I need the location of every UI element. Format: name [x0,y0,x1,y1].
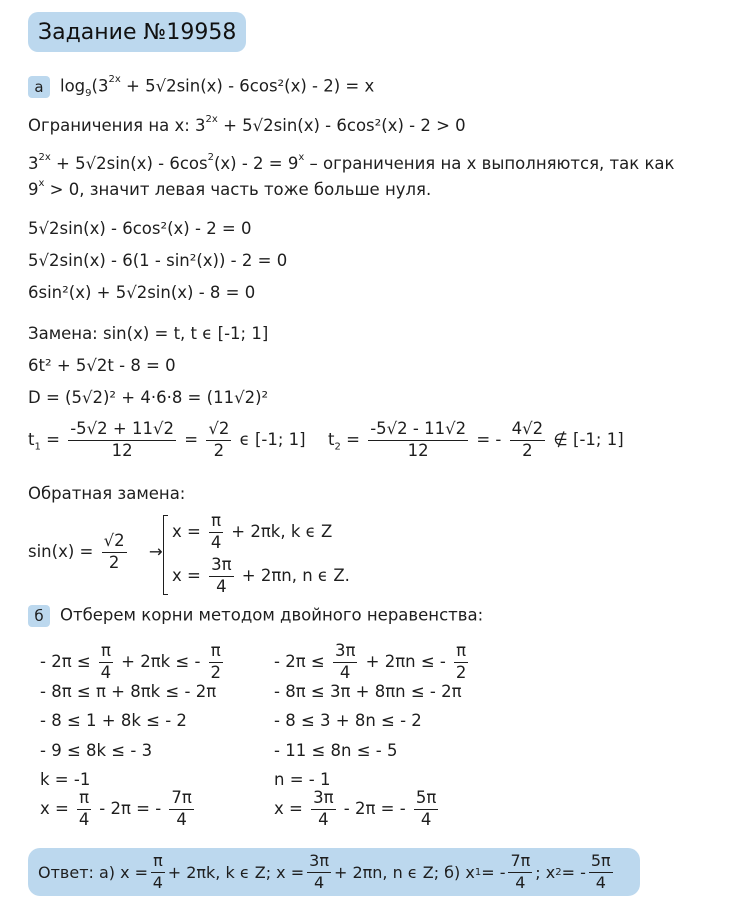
root-t1: $t_1$ = $\frac{-5√2 + 11√2}{12}$ = $\frac{√2}{2}$ ϵ [-1; 1] [28,419,306,460]
fraction-denominator: 4 [595,872,606,892]
fraction [206,420,231,461]
eq-text: – ограничения на x выполняются, так как [304,154,675,173]
fraction-numerator: 3π [209,556,233,577]
fraction-numerator: 5π [589,852,613,872]
answer-box [28,848,640,896]
fraction [510,420,546,461]
fraction [99,642,113,683]
equation-line [28,76,374,99]
right-column-row-6 [274,789,441,830]
eq-text: - 2π = - [338,798,411,818]
eq-text: ∉ [-1; 1] [548,429,624,449]
fraction [68,420,176,461]
explanation-line-2 [28,180,431,199]
left-column-row-3: - 8 ≤ 1 + 8k ≤ - 2 [40,711,187,730]
eq-text: log [60,76,86,96]
fraction-denominator: 4 [216,576,227,596]
explanation-line-1 [28,154,675,173]
fraction-numerator: 3π [307,852,331,872]
fraction-numerator: π [454,642,468,663]
eq-text: - 2π ≤ [40,651,96,671]
fraction-denominator: 4 [210,532,222,552]
eq-text: t [328,429,335,449]
eq-text: x = [274,798,309,818]
left-column-row-6 [40,789,197,830]
left-column-row-2: - 8π ≤ π + 8πk ≤ - 2π [40,682,217,701]
eq-text: ϵ [-1; 1] [234,429,306,449]
eq-text: > 0, значит левая часть тоже больше нуля. [44,180,432,199]
eq-text: - 2π ≤ [274,651,330,671]
eq-text: x = [40,798,75,818]
eq-sup: x [298,152,305,163]
eq-text: Отберем корни методом двойного неравенства: [60,605,484,625]
fraction [209,512,223,553]
eq-text: = - [481,862,506,882]
eq-text: - 2π = - [94,798,167,818]
fraction [77,789,91,830]
eq-text: + 2πk, k ϵ Z; x = [167,862,305,882]
fraction-numerator: 3π [311,789,335,810]
eq-text: + 5√2sin(x) - 6cos [50,154,208,173]
fraction [508,852,532,892]
fraction-numerator: 7π [169,789,193,810]
eq-sub: 2 [555,866,562,878]
eq-text: + 2πk ≤ - [115,651,206,671]
fraction [209,642,223,683]
fraction-numerator: √2 [102,532,127,553]
fraction-denominator: 4 [515,872,526,892]
eq-text: Ответ: а) x = [38,862,149,882]
sin-equation [28,532,163,573]
fraction [209,556,233,597]
equation-line: 5√2sin(x) - 6(1 - sin²(x)) - 2 = 0 [28,251,288,270]
fraction-denominator: 4 [100,662,112,682]
left-column-row-4: - 9 ≤ 8k ≤ - 3 [40,741,153,760]
right-column-row-3: - 8 ≤ 3 + 8n ≤ - 2 [274,711,422,730]
fraction [169,789,193,830]
fraction [589,852,613,892]
eq-text: + 5√2sin(x) - 6cos²(x) - 2) = x [120,76,375,96]
fraction-denominator: 4 [313,872,325,892]
eq-text: t [28,429,35,449]
equation-line: 6t² + 5√2t - 8 = 0 [28,356,176,375]
fraction-denominator: 4 [420,809,432,829]
discriminant-line: D = (5√2)² + 4·6·8 = (11√2)² [28,388,269,407]
fraction-denominator: 4 [78,809,90,829]
eq-text: Ограничения на x: 3 [28,116,206,135]
fraction-denominator: 12 [407,440,429,460]
fraction-numerator: -5√2 - 11√2 [368,420,468,441]
eq-sub: 9 [85,87,92,99]
fraction-denominator: 2 [213,440,225,460]
fraction-numerator: π [99,642,113,663]
system-line-2 [172,556,350,597]
fraction-numerator: π [77,789,91,810]
eq-sup: 2 [207,152,214,163]
part-b-tag: б [28,605,50,627]
fraction [151,852,165,892]
eq-text: = - [561,862,586,882]
arrow-icon: → [148,541,163,561]
eq-text: + 2πn, n ϵ Z. [236,565,350,585]
substitution-line: Замена: sin(x) = t, t ϵ [-1; 1] [28,324,269,343]
right-column-row-1 [274,642,471,683]
eq-sub: 1 [474,866,482,878]
fraction [311,789,335,830]
eq-text: (3 [91,76,109,96]
eq-sub: 1 [34,441,41,453]
eq-text: x = [172,521,207,541]
right-column-row-4: - 11 ≤ 8n ≤ - 5 [274,741,398,760]
system-line-1 [172,512,332,553]
eq-text: ; x [535,862,556,882]
task-title-text: Задание №19958 [38,19,237,45]
left-column-row-5: k = -1 [40,770,91,789]
eq-sup: x [38,178,45,189]
fraction-denominator: 2 [522,440,533,460]
fraction-denominator: 4 [152,872,163,892]
part-a-tag: а [28,76,50,98]
fraction-numerator: √2 [206,420,231,441]
fraction-denominator: 2 [108,552,120,572]
eq-sup: 2x [38,152,51,163]
eq-sup: 2x [205,114,218,125]
fraction-numerator: π [209,642,223,663]
fraction-denominator: 12 [111,440,133,460]
task-title [28,12,246,52]
eq-text: + 2πk, k ϵ Z [226,521,333,541]
fraction [368,420,468,461]
root-t2: $t_2$ = $\frac{-5√2 - 11√2}{12}$ = - $\frac{4√2}{2}$ ∉ [-1; 1] [328,419,624,460]
eq-text: 3 [28,154,39,173]
eq-sub: 2 [334,441,341,453]
fraction [102,532,127,573]
eq-text: 9 [28,180,39,199]
fraction-numerator: 4√2 [510,420,546,441]
fraction-denominator: 4 [318,809,329,829]
fraction [414,789,438,830]
system-bracket [163,515,168,595]
fraction-numerator: -5√2 + 11√2 [68,420,176,441]
eq-text: + 5√2sin(x) - 6cos²(x) - 2 > 0 [217,116,466,135]
right-column-row-5: n = - 1 [274,770,331,789]
fraction-denominator: 2 [455,662,467,682]
eq-text: (x) - 2 = 9 [213,154,299,173]
restriction-line [28,116,466,135]
part-b-heading [28,605,483,627]
left-column-row-1 [40,642,226,683]
fraction-numerator: π [151,852,165,872]
fraction [454,642,468,683]
fraction-numerator: 7π [508,852,532,872]
fraction [307,852,331,892]
right-column-row-2: - 8π ≤ 3π + 8πn ≤ - 2π [274,682,462,701]
fraction-numerator: π [209,512,223,533]
eq-text: x = [172,565,207,585]
fraction-denominator: 4 [176,809,187,829]
eq-sup: 2x [108,74,121,85]
fraction-denominator: 4 [339,662,351,682]
equation-line: 6sin²(x) + 5√2sin(x) - 8 = 0 [28,283,256,302]
fraction-denominator: 2 [210,662,221,682]
reverse-substitution-label: Обратная замена: [28,484,186,503]
equation-line: 5√2sin(x) - 6cos²(x) - 2 = 0 [28,219,252,238]
fraction-numerator: 3π [333,642,357,663]
eq-text: + 2πn, n ϵ Z; б) x [333,862,475,882]
eq-text: + 2πn ≤ - [360,651,452,671]
fraction-numerator: 5π [414,789,438,810]
fraction [333,642,357,683]
eq-text: sin(x) = [28,541,99,561]
